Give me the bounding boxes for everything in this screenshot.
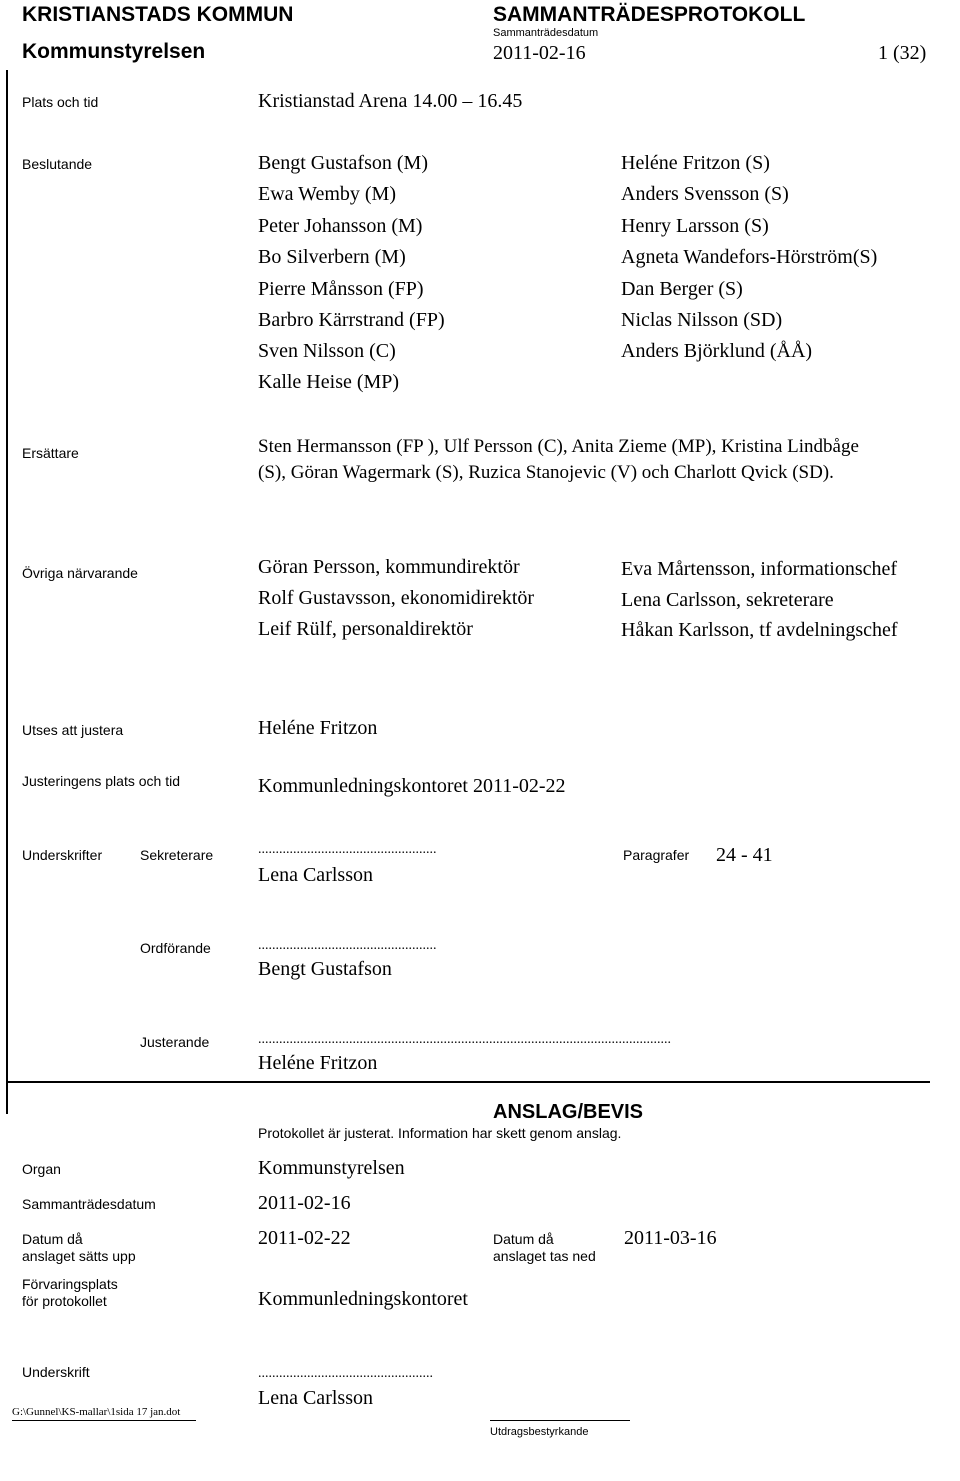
chair-label: Ordförande xyxy=(140,940,211,956)
adjustment-place-label: Justeringens plats och tid xyxy=(22,773,180,789)
list-item: Pierre Månsson (FP) xyxy=(258,278,424,300)
posted-date: 2011-02-22 xyxy=(258,1227,351,1249)
list-item: Lena Carlsson, sekreterare xyxy=(621,589,834,611)
adjuster-signature-line: ...................................................................................................................... xyxy=(258,1032,671,1047)
page-number: 1 (32) xyxy=(878,42,927,64)
committee-name: Kommunstyrelsen xyxy=(22,40,206,63)
substitutes-label: Ersättare xyxy=(22,445,79,461)
posted-label-line-1: Datum då xyxy=(22,1231,83,1247)
chair-signature-line: ................................................... xyxy=(258,938,437,953)
notice-date-label: Sammanträdesdatum xyxy=(22,1196,156,1212)
notice-signature-label: Underskrift xyxy=(22,1364,90,1380)
list-item: Anders Björklund (ÅÅ) xyxy=(621,340,813,362)
adjustment-place-value: Kommunledningskontoret 2011-02-22 xyxy=(258,775,566,797)
municipality-name: KRISTIANSTADS KOMMUN xyxy=(22,3,294,26)
removed-label-line-1: Datum då xyxy=(493,1231,554,1247)
list-item: Håkan Karlsson, tf avdelningschef xyxy=(621,619,898,641)
adjuster-label: Utses att justera xyxy=(22,722,124,738)
storage-value: Kommunledningskontoret xyxy=(258,1288,468,1310)
section-divider xyxy=(6,1081,930,1083)
list-item: Göran Persson, kommundirektör xyxy=(258,556,520,578)
substitutes-line-1: Sten Hermansson (FP ), Ulf Persson (C), Anita Zieme (MP), Kristina Lindbåge xyxy=(258,436,859,457)
template-path: G:\Gunnel\KS-mallar\1sida 17 jan.dot xyxy=(12,1406,181,1418)
list-item: Niclas Nilsson (SD) xyxy=(621,309,783,331)
decision-makers-label: Beslutande xyxy=(22,156,93,172)
document-type: SAMMANTRÄDESPROTOKOLL xyxy=(493,3,806,26)
meeting-date-label: Sammanträdesdatum xyxy=(493,27,599,39)
left-margin-rule xyxy=(6,70,8,1114)
secretary-name: Lena Carlsson xyxy=(258,864,373,886)
secretary-label: Sekreterare xyxy=(140,847,214,863)
meeting-date: 2011-02-16 xyxy=(493,42,586,64)
list-item: Peter Johansson (M) xyxy=(258,215,423,237)
notice-signature-line: .................................................. xyxy=(258,1366,433,1381)
list-item: Rolf Gustavsson, ekonomidirektör xyxy=(258,587,535,609)
notice-date-value: 2011-02-16 xyxy=(258,1192,351,1214)
removed-date: 2011-03-16 xyxy=(624,1227,717,1249)
storage-label-line-2: för protokollet xyxy=(22,1293,107,1309)
list-item: Sven Nilsson (C) xyxy=(258,340,396,362)
place-time-value: Kristianstad Arena 14.00 – 16.45 xyxy=(258,90,523,112)
list-item: Leif Rülf, personaldirektör xyxy=(258,618,473,640)
substitutes-line-2: (S), Göran Wagermark (S), Ruzica Stanojevic (V) och Charlott Qvick (SD). xyxy=(258,462,834,483)
adjuster-sign-label: Justerande xyxy=(140,1034,210,1050)
list-item: Ewa Wemby (M) xyxy=(258,183,396,205)
storage-label-line-1: Förvaringsplats xyxy=(22,1276,118,1292)
list-item: Bengt Gustafson (M) xyxy=(258,152,428,174)
extract-box-top xyxy=(490,1420,630,1421)
notice-text: Protokollet är justerat. Information har skett genom anslag. xyxy=(258,1125,622,1141)
notice-signature-name: Lena Carlsson xyxy=(258,1387,373,1409)
others-present-label: Övriga närvarande xyxy=(22,565,138,581)
paragraphs-label: Paragrafer xyxy=(623,847,690,863)
signatures-label: Underskrifter xyxy=(22,847,103,863)
posted-label-line-2: anslaget sätts upp xyxy=(22,1248,136,1264)
extract-label: Utdragsbestyrkande xyxy=(490,1426,589,1438)
place-time-label: Plats och tid xyxy=(22,94,99,110)
organ-label: Organ xyxy=(22,1161,61,1177)
list-item: Barbro Kärrstrand (FP) xyxy=(258,309,445,331)
notice-title: ANSLAG/BEVIS xyxy=(493,1101,644,1123)
list-item: Heléne Fritzon (S) xyxy=(621,152,770,174)
secretary-signature-line: ................................................... xyxy=(258,842,437,857)
list-item: Dan Berger (S) xyxy=(621,278,743,300)
chair-name: Bengt Gustafson xyxy=(258,958,392,980)
adjuster-value: Heléne Fritzon xyxy=(258,717,378,739)
adjuster-sign-name: Heléne Fritzon xyxy=(258,1052,378,1074)
footer-underline xyxy=(12,1420,196,1421)
list-item: Anders Svensson (S) xyxy=(621,183,789,205)
list-item: Henry Larsson (S) xyxy=(621,215,769,237)
list-item: Eva Mårtensson, informationschef xyxy=(621,558,898,580)
list-item: Agneta Wandefors-Hörström(S) xyxy=(621,246,878,268)
organ-value: Kommunstyrelsen xyxy=(258,1157,405,1179)
list-item: Bo Silverbern (M) xyxy=(258,246,406,268)
removed-label-line-2: anslaget tas ned xyxy=(493,1248,596,1264)
list-item: Kalle Heise (MP) xyxy=(258,371,400,393)
paragraphs-value: 24 - 41 xyxy=(716,844,773,866)
